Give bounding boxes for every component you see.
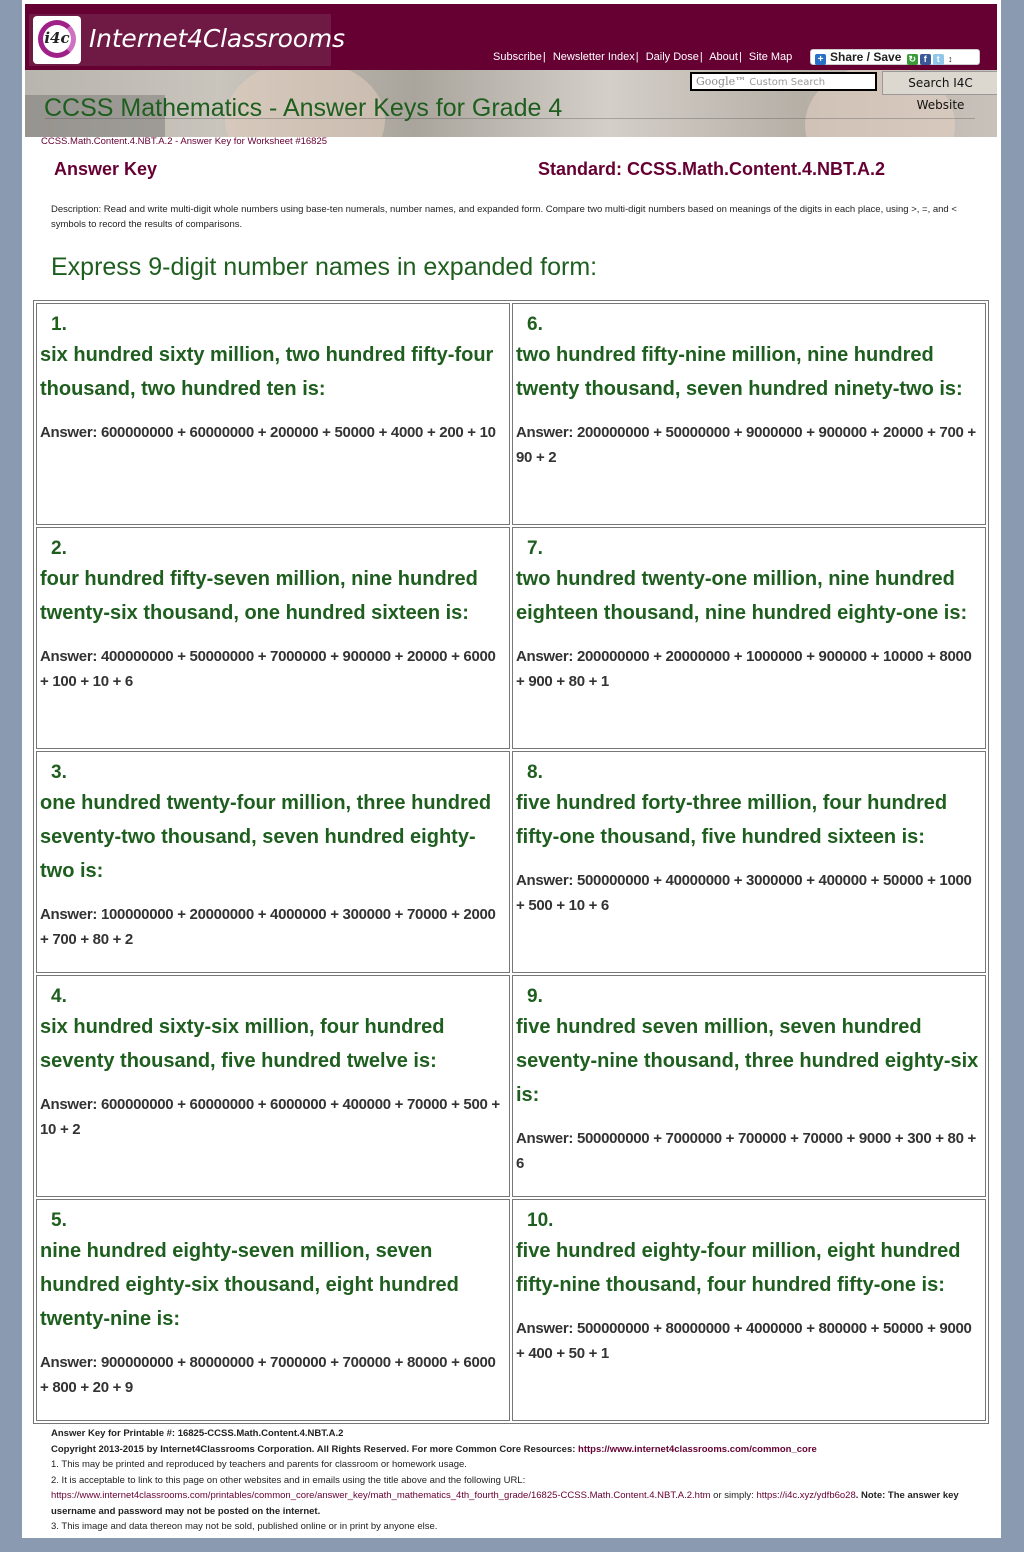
question-number: 6. — [527, 314, 543, 335]
description: Description: Read and write multi-digit whole numbers using base-ten numerals, number names, and expanded form. Compare two multi-digit numbers based on meanings of the digits in each place, using >, =, and < symbols to record the results of comparisons. — [51, 204, 957, 230]
nav-daily-dose[interactable]: Daily Dose — [645, 51, 699, 63]
usage-note-2: 2. It is acceptable to link to this page on other websites and in emails using the title above and the following URL: — [51, 1474, 526, 1486]
question-text: six hundred sixty-six million, four hundred seventy thousand, five hundred twelve is: — [40, 1016, 445, 1072]
answer-text: Answer: 200000000 + 20000000 + 1000000 + 900000 + 10000 + 8000 + 900 + 80 + 1 — [516, 648, 972, 690]
i4c-logo-icon: i4c — [33, 16, 81, 64]
question-cell — [512, 1199, 986, 1421]
question-number: 9. — [527, 986, 543, 1007]
question-number: 2. — [51, 538, 67, 559]
twitter-icon: t — [933, 54, 944, 65]
instruction-heading: Express 9-digit number names in expanded form: — [51, 253, 598, 281]
questions-table — [33, 300, 989, 1424]
divider — [45, 118, 975, 119]
standard-heading: Standard: CCSS.Math.Content.4.NBT.A.2 — [538, 159, 886, 179]
nav-about[interactable]: About — [709, 51, 738, 63]
site-header — [25, 4, 997, 70]
question-cell — [36, 1199, 510, 1421]
question-number: 7. — [527, 538, 543, 559]
share-save-button[interactable]: + Share / Save ↻ f t ↕ — [810, 49, 980, 65]
question-text: five hundred seven million, seven hundred seventy-nine thousand, three hundred eighty-six is: — [516, 1016, 979, 1106]
question-number: 3. — [51, 762, 67, 783]
copyright: Copyright 2013-2015 by Internet4Classrooms Corporation. All Rights Reserved. For more Common Core Resources: https://www.internet4classrooms.com/common_core — [51, 1443, 817, 1455]
answer-text: Answer: 500000000 + 80000000 + 4000000 + 800000 + 50000 + 9000 + 400 + 50 + 1 — [516, 1320, 972, 1362]
search-input[interactable]: Google™ Custom Search — [690, 72, 877, 91]
question-number: 5. — [51, 1210, 67, 1231]
plus-icon: + — [815, 54, 826, 65]
nav-subscribe[interactable]: Subscribe — [493, 51, 542, 63]
share-icon: ↻ — [908, 54, 916, 64]
question-cell — [512, 527, 986, 749]
chevron-updown-icon: ↕ — [947, 54, 953, 64]
question-cell — [36, 975, 510, 1197]
common-core-link[interactable]: https://www.internet4classrooms.com/common_core — [578, 1443, 817, 1455]
short-url-link[interactable]: https://i4c.xyz/ydfb6o28 — [756, 1490, 856, 1501]
url-note: https://www.internet4classrooms.com/printables/common_core/answer_key/math_mathematics_4th_fourth_grade/16825-CCSS.Math.Content.4.NBT.A.2.htm or simply: https://i4c.xyz/ydfb6o28. Note: The answer key username and password may not be posted on the internet. — [51, 1490, 959, 1517]
question-number: 1. — [51, 314, 67, 335]
printable-id: Answer Key for Printable #: 16825-CCSS.Math.Content.4.NBT.A.2 — [51, 1428, 344, 1439]
question-cell — [36, 527, 510, 749]
question-text: five hundred eighty-four million, eight hundred fifty-nine thousand, four hundred fifty-one is: — [516, 1240, 961, 1296]
logo-text: Internet4Classrooms — [89, 24, 345, 53]
question-cell — [36, 751, 510, 973]
answer-text: Answer: 600000000 + 60000000 + 200000 + 50000 + 4000 + 200 + 10 — [40, 424, 496, 441]
answer-text: Answer: 900000000 + 80000000 + 7000000 + 700000 + 80000 + 6000 + 800 + 20 + 9 — [40, 1354, 496, 1396]
nav-site-map[interactable]: Site Map — [748, 51, 793, 63]
header-banner — [25, 70, 997, 137]
answer-text: Answer: 600000000 + 60000000 + 6000000 + 400000 + 70000 + 500 + 10 + 2 — [40, 1096, 500, 1138]
question-cell — [36, 303, 510, 525]
question-text: nine hundred eighty-seven million, seven hundred eighty-six thousand, eight hundred twenty-nine is: — [40, 1240, 459, 1330]
question-text: one hundred twenty-four million, three hundred seventy-two thousand, seven hundred eighty-two is: — [40, 792, 492, 882]
answer-text: Answer: 500000000 + 40000000 + 3000000 + 400000 + 50000 + 1000 + 500 + 10 + 6 — [516, 872, 972, 914]
page-title: CCSS Mathematics - Answer Keys for Grade 4 — [44, 94, 563, 122]
answer-text: Answer: 500000000 + 7000000 + 700000 + 70000 + 9000 + 300 + 80 + 6 — [516, 1130, 976, 1172]
footer — [51, 1426, 995, 1535]
facebook-icon: f — [920, 54, 931, 65]
question-cell — [512, 751, 986, 973]
question-cell — [512, 975, 986, 1197]
question-text: six hundred sixty million, two hundred fifty-four thousand, two hundred ten is: — [40, 344, 494, 400]
long-url-link[interactable]: https://www.internet4classrooms.com/printables/common_core/answer_key/math_mathematics_4th_fourth_grade/16825-CCSS.Math.Content.4.NBT.A.2.htm — [51, 1490, 711, 1501]
site-logo[interactable] — [29, 14, 345, 66]
page-container — [22, 0, 1001, 1538]
top-nav: Subscribe| Newsletter Index| Daily Dose| About| Site Map — [493, 51, 793, 63]
question-text: four hundred fifty-seven million, nine hundred twenty-six thousand, one hundred sixteen is: — [40, 568, 478, 624]
question-text: two hundred twenty-one million, nine hundred eighteen thousand, nine hundred eighty-one is: — [516, 568, 968, 624]
question-number: 4. — [51, 986, 67, 1007]
answer-text: Answer: 200000000 + 50000000 + 9000000 + 900000 + 20000 + 700 + 90 + 2 — [516, 424, 976, 466]
answer-key-heading: Answer Key — [54, 159, 158, 179]
question-text: two hundred fifty-nine million, nine hundred twenty thousand, seven hundred ninety-two is: — [516, 344, 963, 400]
question-text: five hundred forty-three million, four hundred fifty-one thousand, five hundred sixteen is: — [516, 792, 948, 848]
usage-note-3: 3. This image and data thereon may not be sold, published online or in print by anyone else. — [51, 1521, 438, 1532]
question-cell — [512, 303, 986, 525]
answer-text: Answer: 100000000 + 20000000 + 4000000 + 300000 + 70000 + 2000 + 700 + 80 + 2 — [40, 906, 496, 948]
breadcrumb: CCSS.Math.Content.4.NBT.A.2 - Answer Key for Worksheet #16825 — [41, 136, 328, 147]
question-number: 10. — [527, 1210, 554, 1231]
question-number: 8. — [527, 762, 543, 783]
nav-newsletter-index[interactable]: Newsletter Index — [552, 51, 635, 63]
usage-note-1: 1. This may be printed and reproduced by teachers and parents for classroom or homework usage. — [51, 1459, 467, 1470]
answer-text: Answer: 400000000 + 50000000 + 7000000 + 900000 + 20000 + 6000 + 100 + 10 + 6 — [40, 648, 496, 690]
search-button[interactable]: Search I4C Website — [882, 71, 997, 95]
